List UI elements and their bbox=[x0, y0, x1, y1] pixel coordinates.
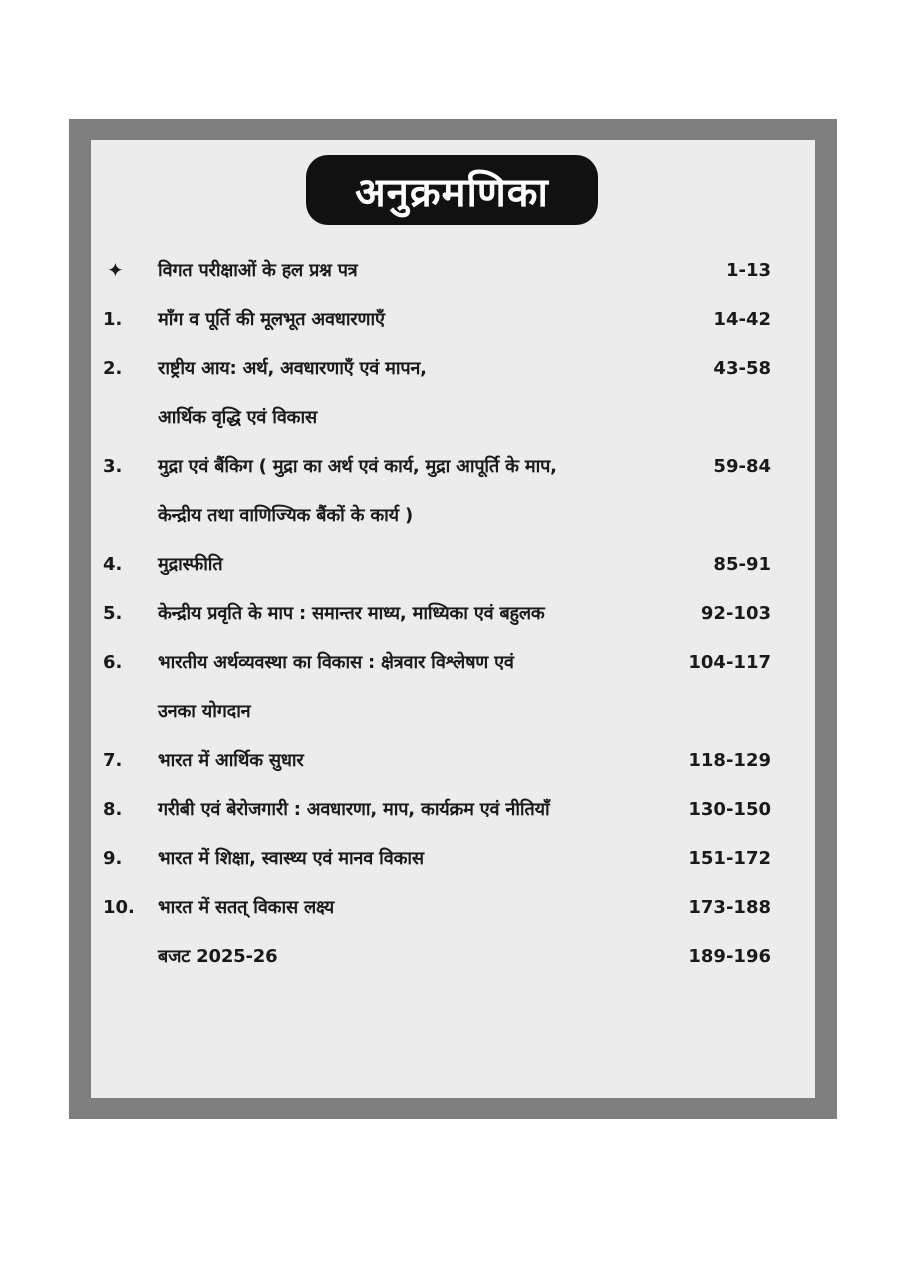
toc-entry-title bbox=[158, 638, 656, 736]
toc-entry-title bbox=[158, 246, 656, 295]
star-bullet-icon: ✦ bbox=[107, 258, 124, 282]
toc-entry-title bbox=[158, 295, 656, 344]
toc-entry bbox=[103, 589, 771, 638]
toc-entry-title bbox=[158, 834, 656, 883]
toc-entry-pages: 43-58 bbox=[713, 358, 771, 379]
toc-entry-title bbox=[158, 932, 656, 981]
toc-entry-pages: 151-172 bbox=[688, 848, 771, 869]
toc-entry-title bbox=[158, 785, 656, 834]
toc-entry-pages: 130-150 bbox=[688, 799, 771, 820]
toc-entry bbox=[103, 834, 771, 883]
toc-entry-title bbox=[158, 540, 656, 589]
toc-entry-pages: 14-42 bbox=[713, 309, 771, 330]
toc-entry-number: 10. bbox=[103, 897, 135, 918]
title-banner bbox=[306, 155, 598, 225]
toc-entry-title-line: बजट 2025-26 bbox=[158, 946, 278, 967]
toc-entry-title bbox=[158, 736, 656, 785]
toc-entry bbox=[103, 442, 771, 540]
toc-entry-pages: 59-84 bbox=[713, 456, 771, 477]
toc-entry bbox=[103, 785, 771, 834]
toc-entry-number: 2. bbox=[103, 358, 123, 379]
toc-entry bbox=[103, 344, 771, 442]
toc-entry-number: 9. bbox=[103, 848, 123, 869]
toc-entry-number: 4. bbox=[103, 554, 123, 575]
toc-entry-title-line: केन्द्रीय तथा वाणिज्यिक बैंकों के कार्य ) bbox=[158, 505, 413, 526]
toc-entry-number: 3. bbox=[103, 456, 123, 477]
toc-entry-title-line: भारत में आर्थिक सुधार bbox=[158, 750, 304, 771]
toc-entry-number: 8. bbox=[103, 799, 123, 820]
toc-entry-title-line: मुद्रा एवं बैंकिग ( मुद्रा का अर्थ एवं कार्य, मुद्रा आपूर्ति के माप, bbox=[158, 456, 557, 477]
toc-entry-number: 7. bbox=[103, 750, 123, 771]
toc-entry bbox=[103, 638, 771, 736]
toc-entry-title-line: माँग व पूर्ति की मूलभूत अवधारणाएँ bbox=[158, 309, 385, 330]
toc-entry-pages: 1-13 bbox=[725, 260, 771, 281]
toc-entry-title-line: भारत में शिक्षा, स्वास्थ्य एवं मानव विकास bbox=[158, 848, 424, 869]
toc-entry-title bbox=[158, 442, 656, 540]
toc-entry-title bbox=[158, 883, 656, 932]
toc-entry-title-line: विगत परीक्षाओं के हल प्रश्न पत्र bbox=[158, 260, 358, 281]
toc-entry-pages: 85-91 bbox=[713, 554, 771, 575]
toc-entry-title-line: उनका योगदान bbox=[158, 701, 251, 722]
toc-entry-title-line: राष्ट्रीय आय: अर्थ, अवधारणाएँ एवं मापन, bbox=[158, 358, 427, 379]
toc-entry-title-line: भारत में सतत् विकास लक्ष्य bbox=[158, 897, 335, 918]
table-of-contents bbox=[103, 246, 771, 981]
toc-entry-title-line: आर्थिक वृद्धि एवं विकास bbox=[158, 407, 317, 428]
toc-entry bbox=[103, 295, 771, 344]
toc-entry bbox=[103, 932, 771, 981]
toc-entry bbox=[103, 736, 771, 785]
toc-entry-title-line: केन्द्रीय प्रवृति के माप : समान्तर माध्य, माध्यिका एवं बहुलक bbox=[158, 603, 545, 624]
toc-entry bbox=[103, 540, 771, 589]
toc-entry bbox=[103, 246, 771, 295]
toc-entry-number: 5. bbox=[103, 603, 123, 624]
toc-entry-pages: 189-196 bbox=[688, 946, 771, 967]
toc-entry-title-line: गरीबी एवं बेरोजगारी : अवधारणा, माप, कार्यक्रम एवं नीतियाँ bbox=[158, 799, 550, 820]
toc-entry-title-line: मुद्रास्फीति bbox=[158, 554, 223, 575]
toc-entry-pages: 104-117 bbox=[688, 652, 771, 673]
toc-entry-number: 6. bbox=[103, 652, 123, 673]
toc-entry-pages: 118-129 bbox=[688, 750, 771, 771]
toc-entry-title bbox=[158, 344, 656, 442]
toc-entry-pages: 92-103 bbox=[700, 603, 771, 624]
toc-entry-number: 1. bbox=[103, 309, 123, 330]
toc-entry bbox=[103, 883, 771, 932]
toc-entry-pages: 173-188 bbox=[688, 897, 771, 918]
toc-entry-title bbox=[158, 589, 656, 638]
page-title: अनुक्रमणिका bbox=[355, 169, 549, 216]
toc-entry-title-line: भारतीय अर्थव्यवस्था का विकास : क्षेत्रवार विश्लेषण एवं bbox=[158, 652, 514, 673]
